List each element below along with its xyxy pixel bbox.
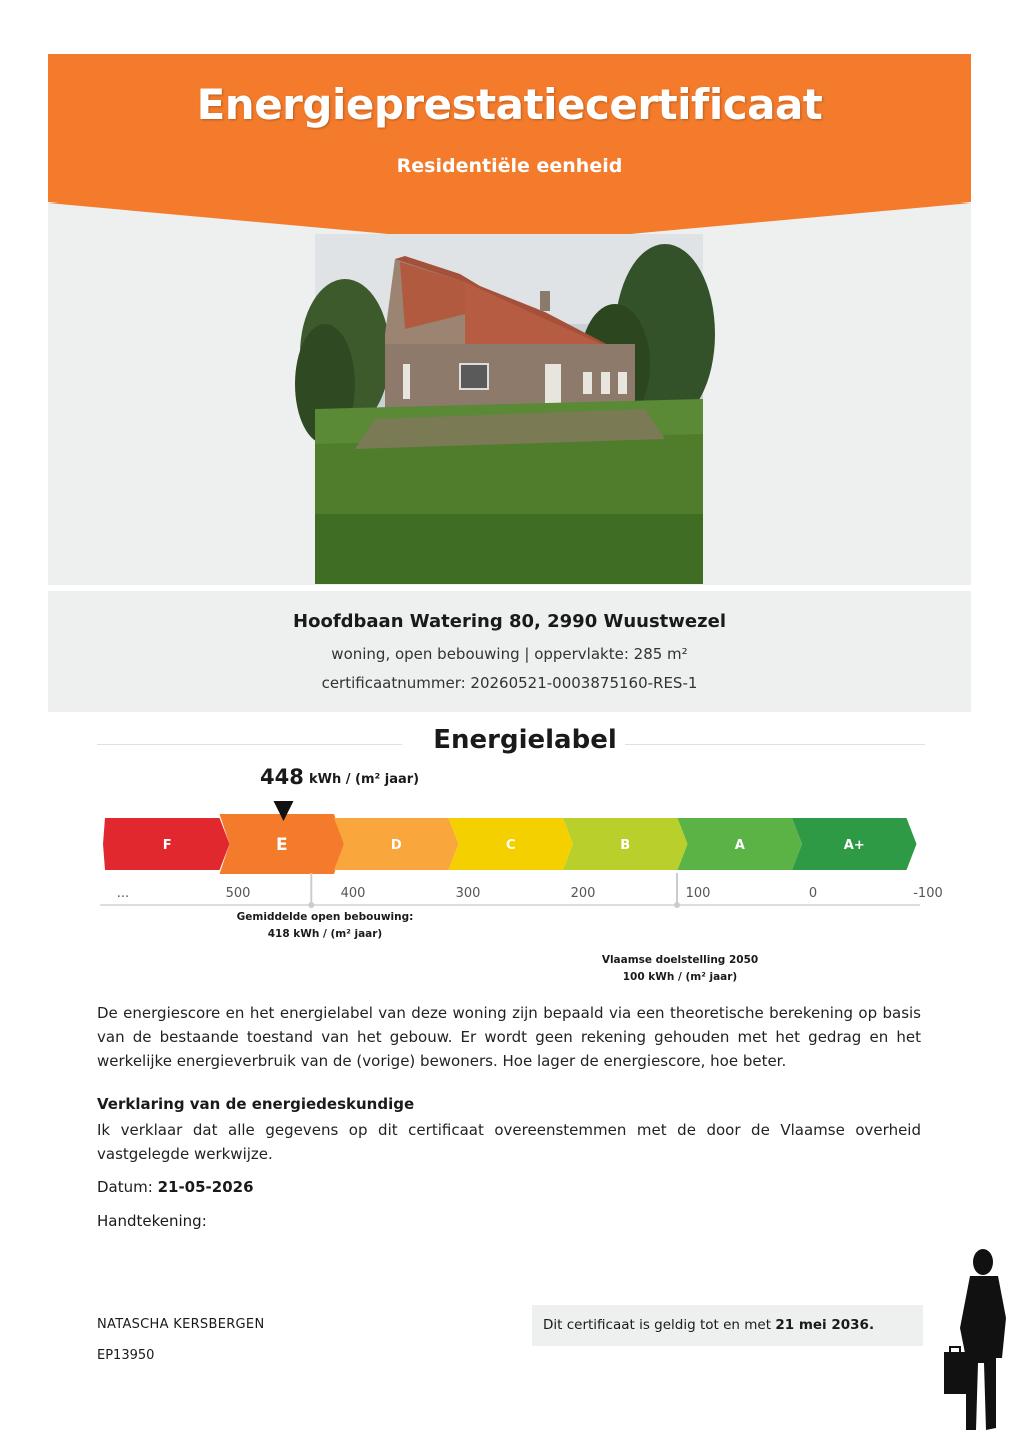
validity-text (543, 1317, 874, 1333)
scale-tick-label: 500 (225, 886, 251, 901)
energy-score: 448 (260, 765, 304, 789)
validity-date: 21 mei 2036. (775, 1317, 875, 1333)
goal-label: Vlaamse doelstelling 2050 (601, 954, 759, 966)
heading-rule-left (97, 744, 402, 745)
energy-class-label: E (275, 835, 288, 855)
energy-class-label: C (505, 838, 516, 853)
validity-prefix: Dit certificaat is geldig tot en met (543, 1317, 772, 1333)
scale-tick-label: 300 (455, 886, 481, 901)
average-marker-dot (308, 902, 314, 908)
energy-scale (95, 795, 943, 914)
date-row (97, 1178, 254, 1196)
house-photo (315, 234, 703, 584)
goal-marker-dot (674, 902, 680, 908)
goal-value: 100 kWh / (m² jaar) (622, 971, 738, 983)
document-subtitle: Residentiële eenheid (396, 155, 623, 177)
energy-class-label: D (390, 838, 402, 853)
property-address: Hoofdbaan Watering 80, 2990 Wuustwezel (293, 611, 726, 632)
average-value: 418 kWh / (m² jaar) (267, 928, 383, 940)
energy-score-unit: kWh / (m² jaar) (309, 772, 420, 787)
energy-label-heading: Energielabel (433, 725, 617, 755)
declaration-text: Ik verklaar dat alle gegevens op dit certificaat overeenstemmen met de door de Vlaamse overheid vastgelegde werkwijze. (97, 1121, 921, 1163)
energy-class-label: B (620, 838, 631, 853)
energy-class-label: A (734, 838, 745, 853)
explanation-paragraph: De energiescore en het energielabel van deze woning zijn bepaald via een theoretische berekening op basis van de bestaande toestand van het gebouw. Er wordt geen rekening gehouden met het gedrag en het werkelijke energieverbruik van de (vorige) bewoners. Hoe lager de energiescore, hoe beter. (97, 1004, 921, 1070)
signature-label: Handtekening: (97, 1212, 207, 1230)
date-value: 21-05-2026 (157, 1178, 254, 1196)
expert-name: NATASCHA KERSBERGEN (97, 1317, 265, 1332)
scale-tick-label: -100 (913, 886, 943, 901)
businessman-silhouette-icon (940, 1248, 1015, 1437)
energy-class-label: F (162, 838, 172, 853)
scale-tick-label: 200 (570, 886, 596, 901)
property-description: woning, open bebouwing | oppervlakte: 285 m² (331, 645, 688, 663)
scale-tick-label: 100 (685, 886, 711, 901)
certificate-number: certificaatnummer: 20260521-0003875160-RES-1 (321, 674, 698, 692)
average-label: Gemiddelde open bebouwing: (236, 911, 414, 923)
document-title: Energieprestatiecertificaat (196, 80, 823, 129)
expert-id: EP13950 (97, 1348, 155, 1363)
declaration-title: Verklaring van de energiedeskundige (97, 1095, 415, 1113)
scale-tick-label: 400 (340, 886, 366, 901)
heading-rule-right (625, 744, 925, 745)
scale-tick-label: 0 (808, 886, 818, 901)
scale-tick-label: ... (116, 886, 130, 901)
energy-class-label: A+ (843, 838, 865, 853)
date-label: Datum: (97, 1178, 153, 1196)
